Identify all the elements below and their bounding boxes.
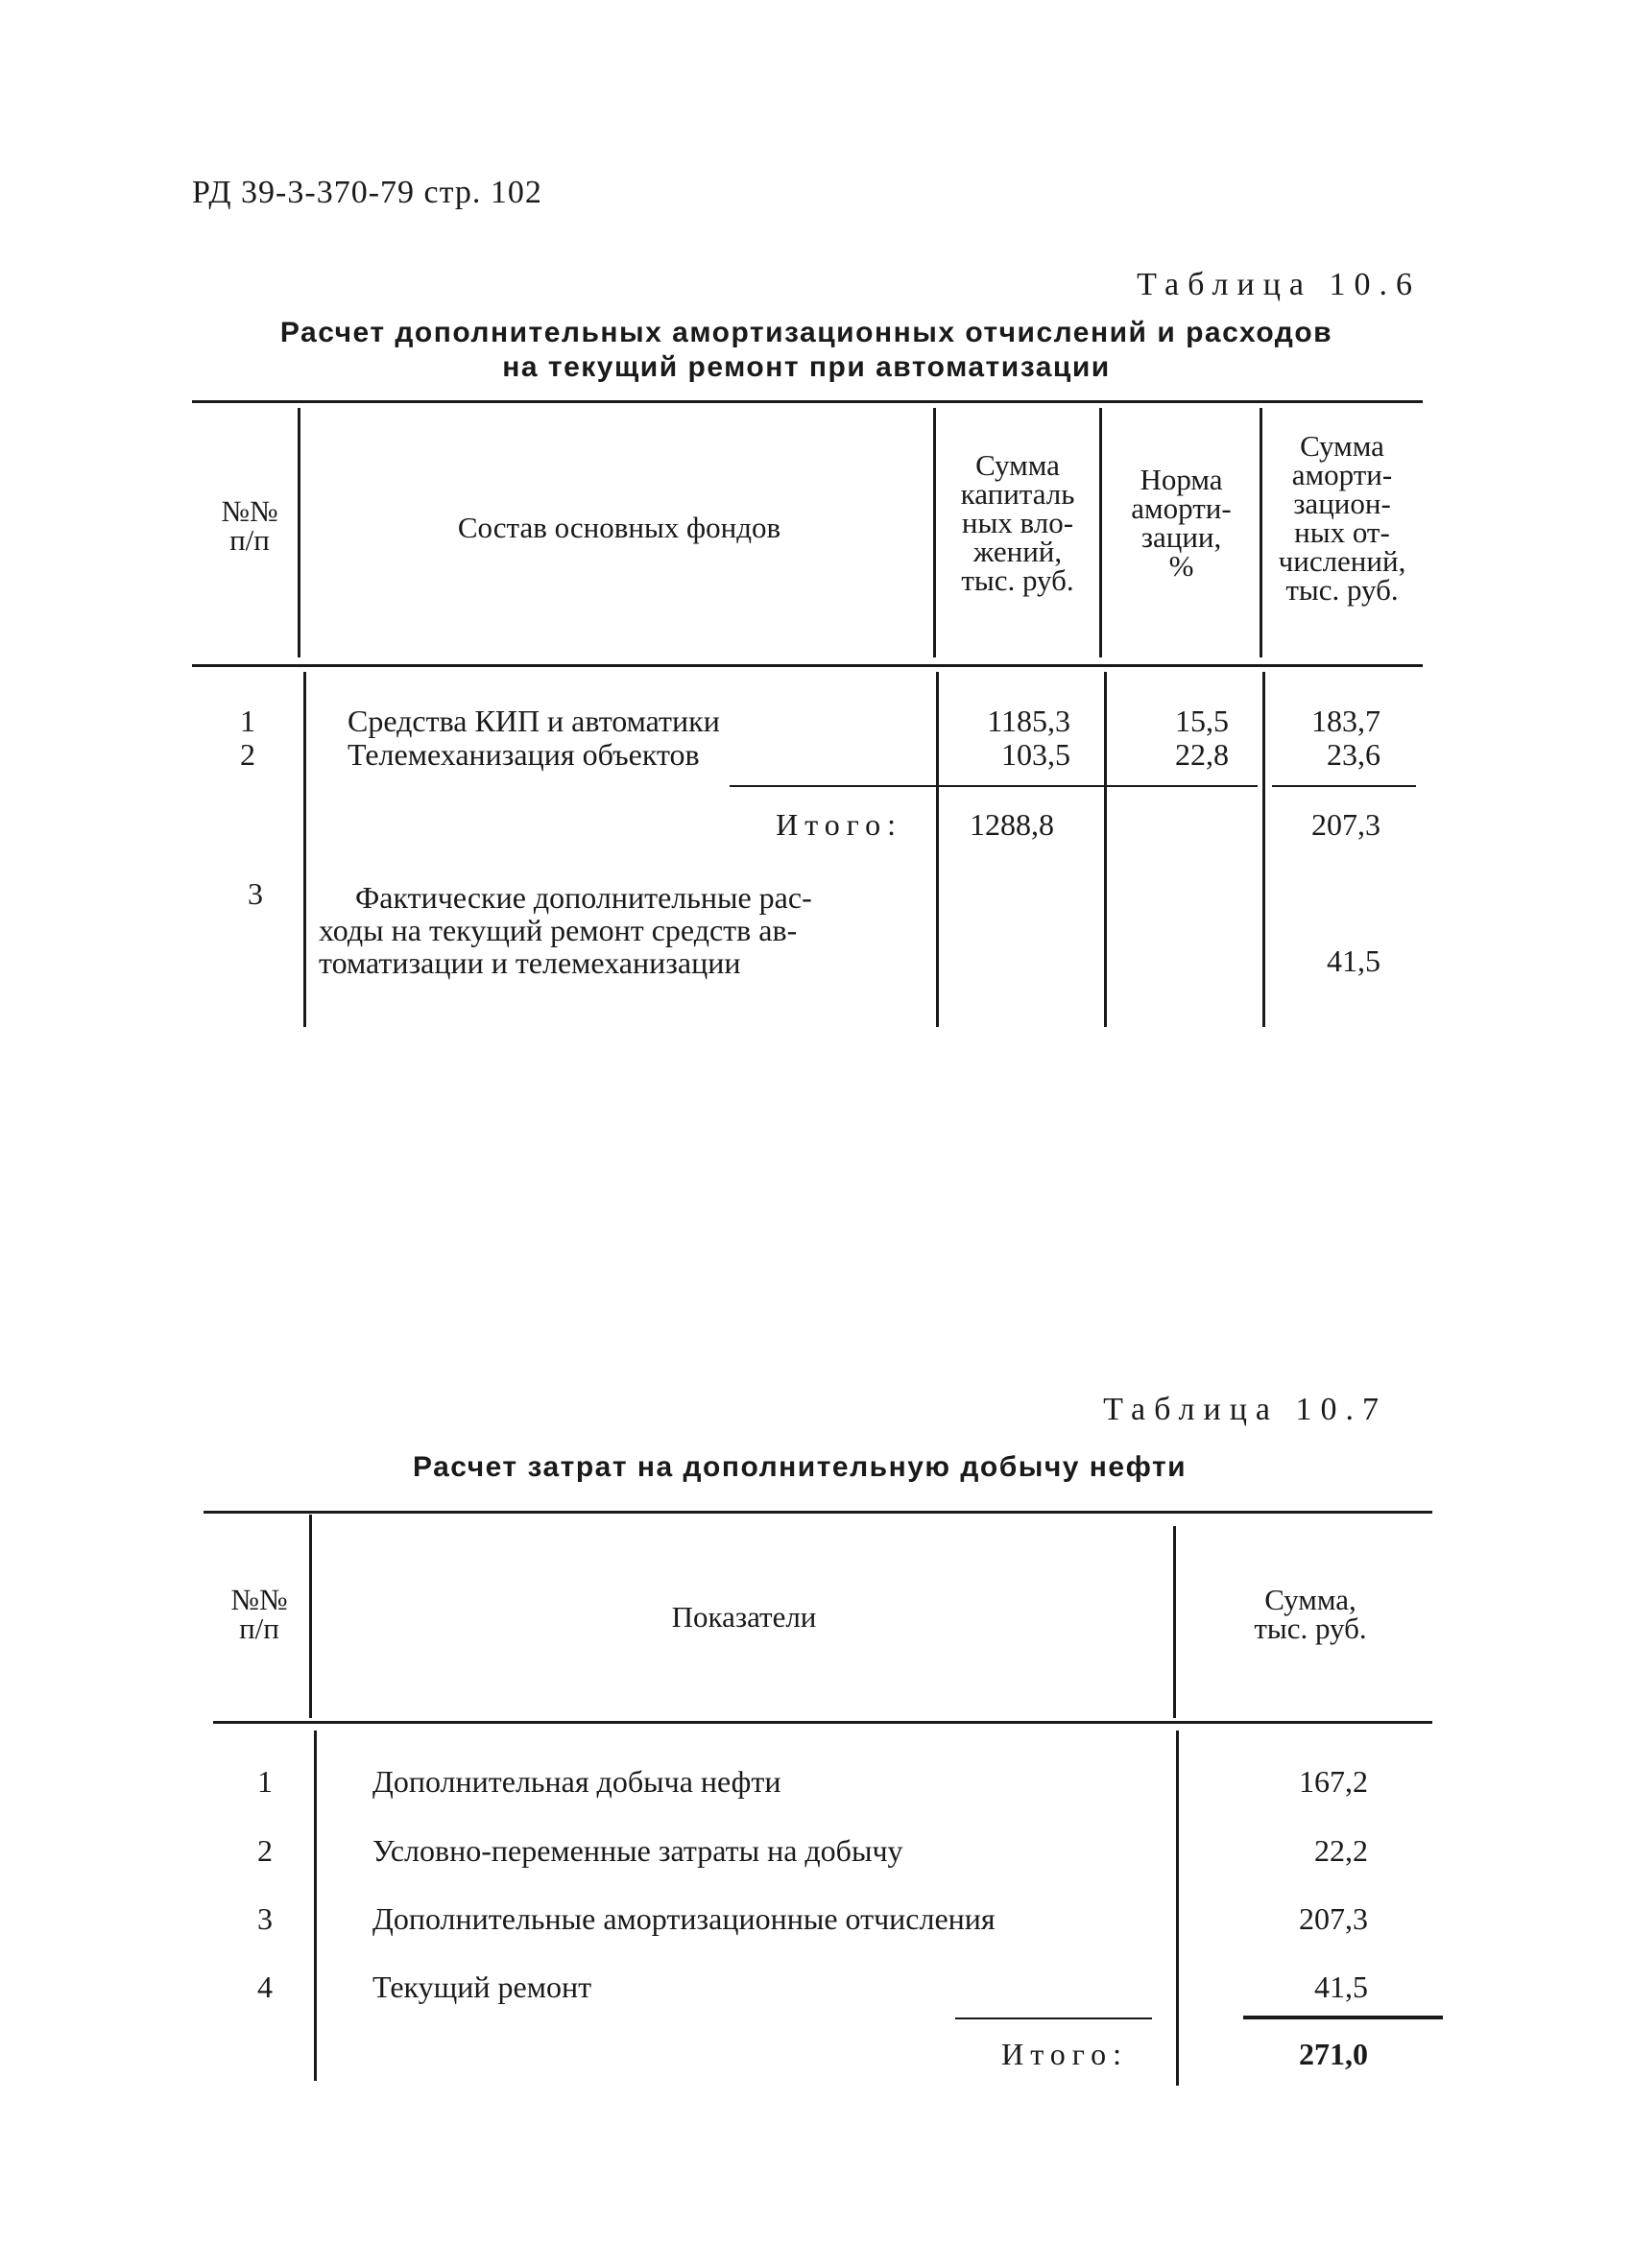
total-sum: 271,0 xyxy=(1299,2037,1368,2071)
table-10-6-subtotal-rule xyxy=(730,785,1258,787)
table-10-7-header-rule xyxy=(213,1721,1432,1724)
row-1-norm: 15,5 xyxy=(1175,704,1229,738)
row-2-investment: 103,5 xyxy=(1001,737,1070,772)
document-header: РД 39-3-370-79 стр. 102 xyxy=(192,175,542,210)
table-10-6-col-divider xyxy=(298,408,300,657)
row-4-name: Текущий ремонт xyxy=(372,1970,592,2004)
table-10-7-caption: Таблица 10.7 xyxy=(1103,1392,1387,1427)
row-4-num: 4 xyxy=(257,1970,273,2004)
table-10-7-col-divider xyxy=(1173,1526,1176,1718)
header-amortization: Сумма аморти- зацион- ных от- числений, тыс. руб. xyxy=(1278,429,1406,607)
table-10-6-title-line-1: Расчет дополнительных амортизационных отчислений и расходов xyxy=(279,317,1333,348)
total-investment: 1288,8 xyxy=(970,807,1054,842)
row-3-name: Фактические дополнительные рас- ходы на текущий ремонт средств ав- томатизации и телемеханизации xyxy=(319,880,812,980)
header-indicator: Показатели xyxy=(671,1600,817,1634)
header-composition: Состав основных фондов xyxy=(457,511,781,544)
row-1-name: Дополнительная добыча нефти xyxy=(372,1764,781,1799)
row-3-num: 3 xyxy=(257,1901,273,1936)
row-3-sum: 207,3 xyxy=(1299,1901,1368,1936)
row-1-investment: 1185,3 xyxy=(987,704,1070,738)
row-1-amortization: 183,7 xyxy=(1311,704,1380,738)
header-num: №№ п/п xyxy=(230,1583,288,1645)
table-10-7-title: Расчет затрат на дополнительную добычу нефти xyxy=(413,1451,1188,1483)
row-3-amortization: 41,5 xyxy=(1327,943,1380,978)
total-amortization: 207,3 xyxy=(1311,807,1380,842)
row-2-name: Условно-переменные затраты на добычу xyxy=(372,1833,903,1868)
table-10-7-col-divider xyxy=(309,1515,312,1718)
table-10-7-col-divider xyxy=(1176,1731,1179,2086)
row-4-sum: 41,5 xyxy=(1314,1970,1368,2004)
table-10-7-subtotal-rule xyxy=(955,2017,1152,2019)
table-10-6-caption: Таблица 10.6 xyxy=(1137,267,1421,302)
table-10-7-top-rule xyxy=(204,1511,1432,1514)
header-sum: Сумма, тыс. руб. xyxy=(1254,1583,1367,1645)
table-10-6-top-rule xyxy=(192,400,1423,403)
table-10-6-header-rule xyxy=(192,664,1423,667)
table-10-6-col-divider xyxy=(303,672,306,1027)
row-3-num: 3 xyxy=(248,876,263,911)
row-2-name: Телемеханизация объектов xyxy=(348,737,700,772)
row-3-name: Дополнительные амортизационные отчисления xyxy=(372,1901,996,1936)
header-num: №№ п/п xyxy=(221,494,278,557)
row-2-sum: 22,2 xyxy=(1314,1833,1368,1868)
row-2-num: 2 xyxy=(257,1833,273,1868)
row-1-sum: 167,2 xyxy=(1299,1764,1368,1799)
table-10-6-title-line-2: на текущий ремонт при автоматизации xyxy=(502,351,1111,383)
header-investment: Сумма капиталь ных вло- жений, тыс. руб. xyxy=(960,448,1075,597)
row-2-num: 2 xyxy=(240,737,255,772)
table-10-7-subtotal-rule xyxy=(1243,2016,1443,2019)
row-2-norm: 22,8 xyxy=(1175,737,1229,772)
total-label: Итого: xyxy=(776,807,902,842)
row-1-num: 1 xyxy=(257,1764,273,1799)
row-2-amortization: 23,6 xyxy=(1327,737,1380,772)
row-1-name: Средства КИП и автоматики xyxy=(348,704,720,738)
header-norm: Норма аморти- зации, % xyxy=(1131,463,1232,583)
row-1-num: 1 xyxy=(240,704,255,738)
total-label: Итого: xyxy=(1001,2037,1128,2071)
table-10-6-subtotal-rule xyxy=(1272,785,1416,787)
table-10-7-col-divider xyxy=(314,1731,317,2081)
